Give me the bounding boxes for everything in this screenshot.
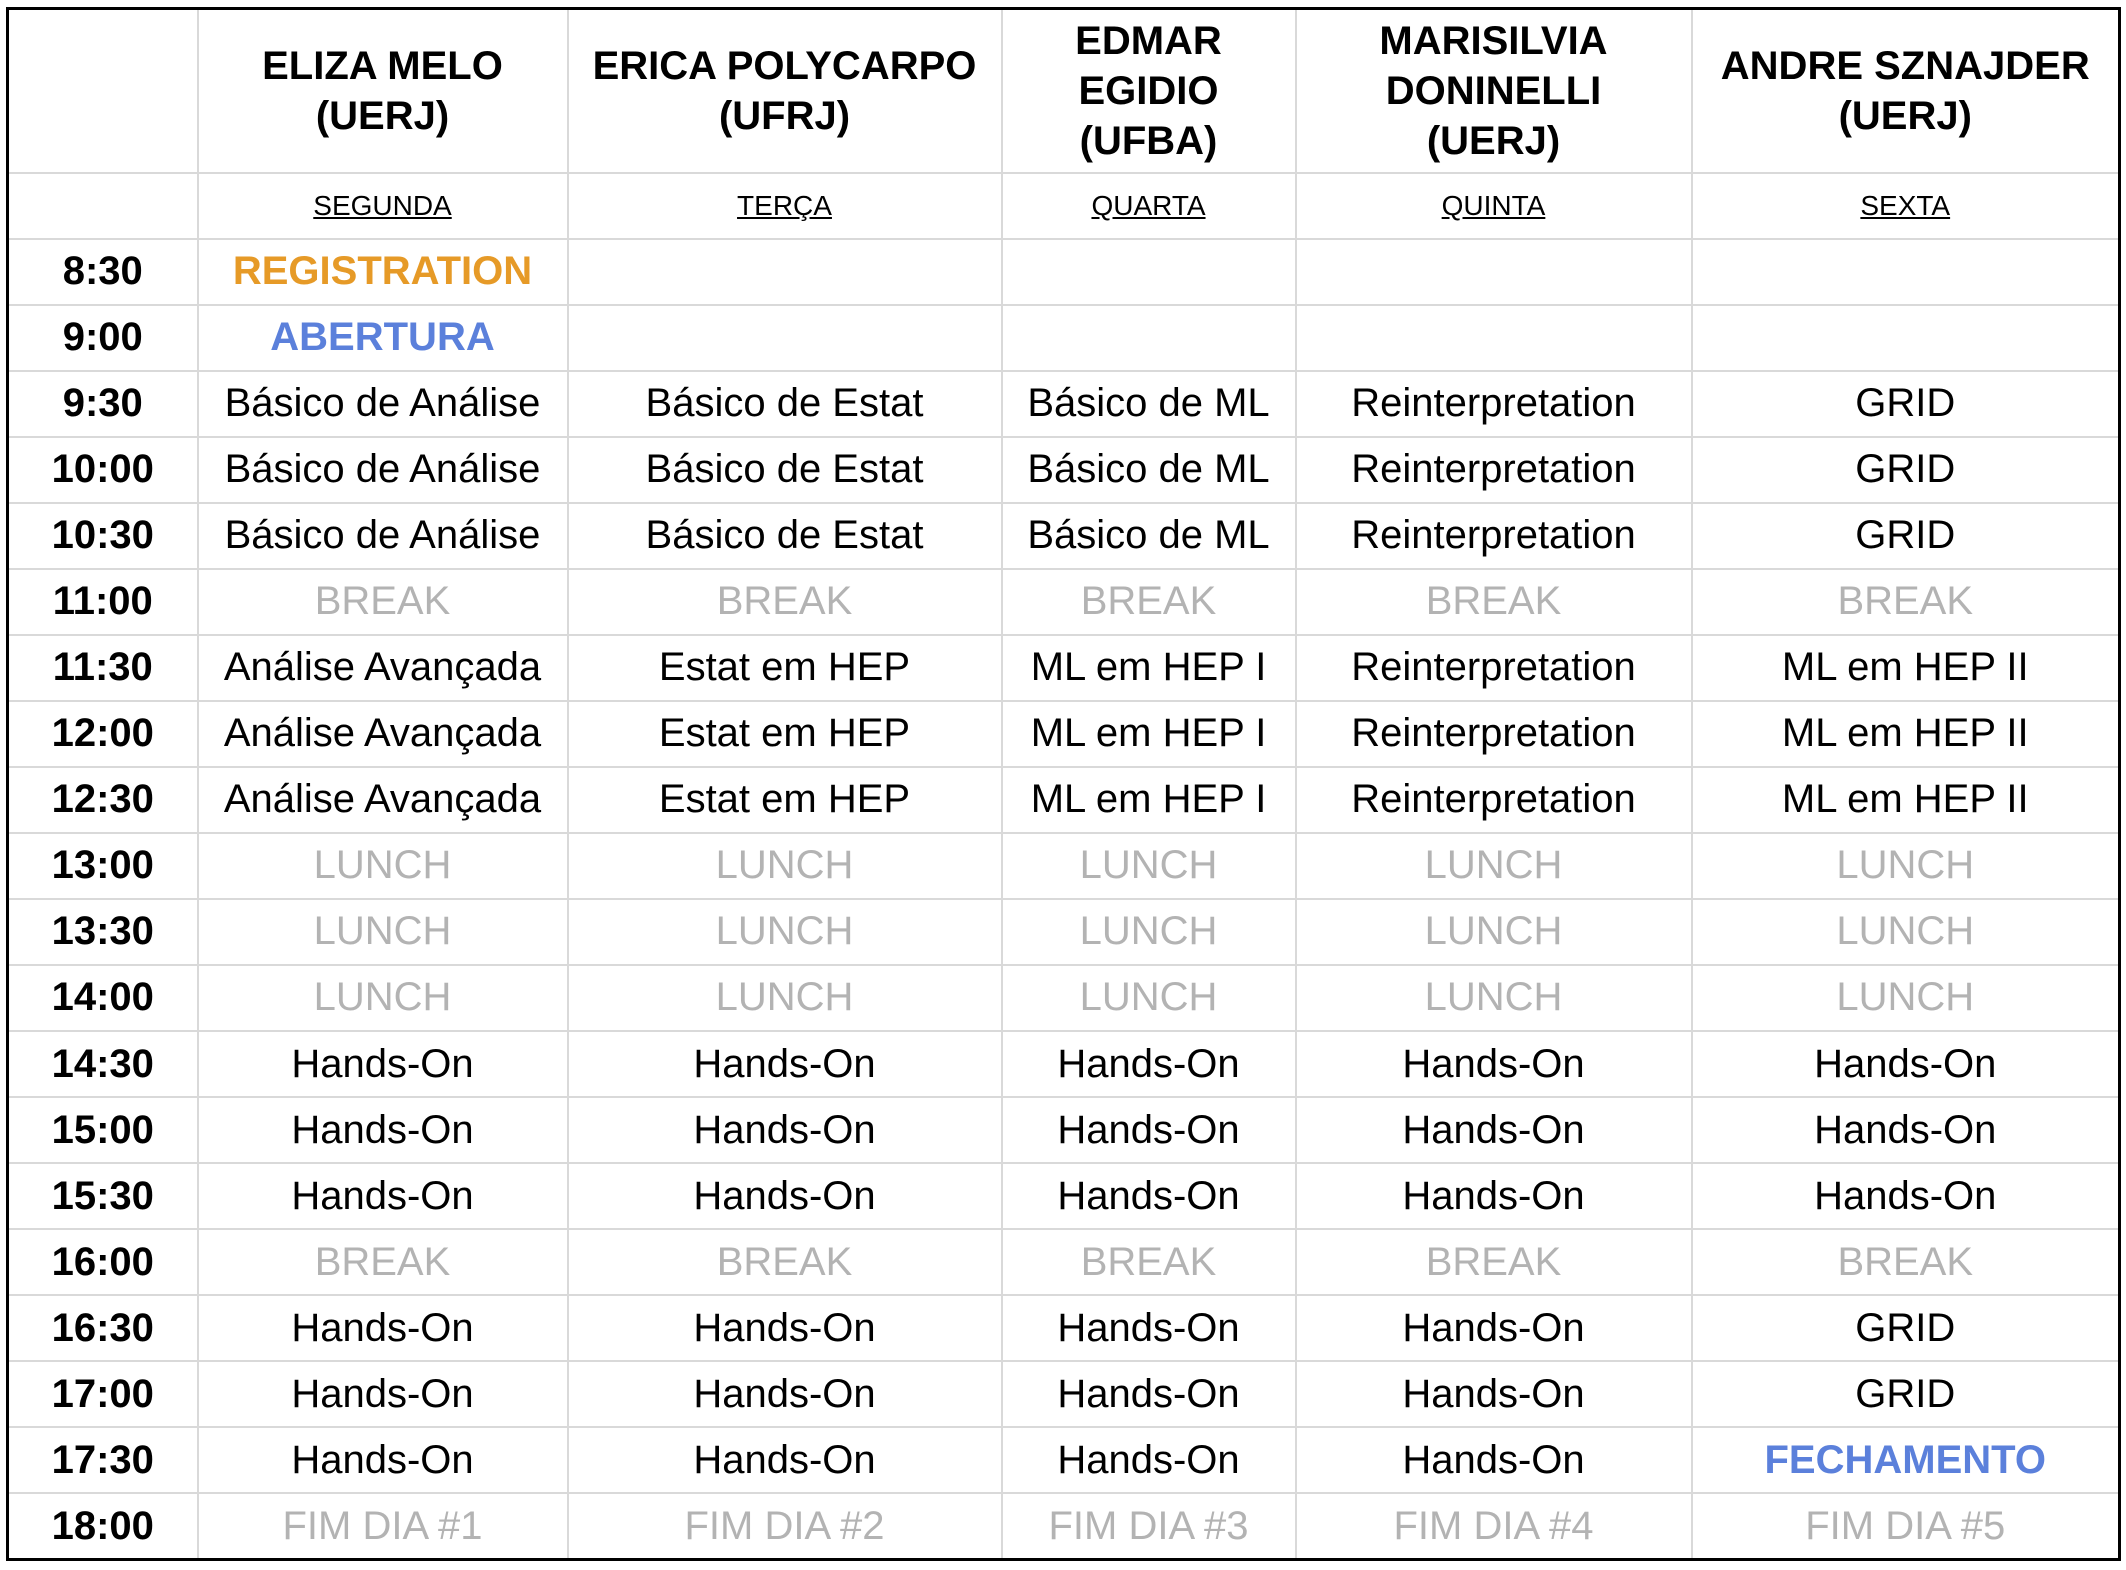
time-label: 12:30 [8, 767, 198, 833]
session-cell: Básico de Análise [198, 503, 568, 569]
session-cell: BREAK [568, 1229, 1002, 1295]
time-label: 10:00 [8, 437, 198, 503]
day-label: TERÇA [568, 173, 1002, 239]
time-slot-row [8, 899, 2120, 965]
session-cell: Estat em HEP [568, 635, 1002, 701]
day-corner-cell [8, 173, 198, 239]
session-cell: ML em HEP I [1002, 767, 1296, 833]
instructor-name-cell [198, 9, 568, 173]
session-cell: Hands-On [568, 1031, 1002, 1097]
time-slot-row [8, 1097, 2120, 1163]
time-label: 16:30 [8, 1295, 198, 1361]
session-cell: GRID [1692, 503, 2120, 569]
time-slot-row [8, 437, 2120, 503]
time-label: 17:00 [8, 1361, 198, 1427]
time-slot-row [8, 569, 2120, 635]
session-cell: Análise Avançada [198, 767, 568, 833]
instructor-affiliation: (UERJ) [1426, 118, 1561, 163]
session-cell: Hands-On [1296, 1031, 1692, 1097]
session-cell: Hands-On [198, 1295, 568, 1361]
session-cell: Hands-On [1296, 1097, 1692, 1163]
session-cell: ML em HEP I [1002, 701, 1296, 767]
corner-cell [8, 9, 198, 173]
session-cell: BREAK [198, 569, 568, 635]
time-label: 15:00 [8, 1097, 198, 1163]
time-slot-row [8, 701, 2120, 767]
instructor-name-cell [568, 9, 1002, 173]
session-cell: Hands-On [568, 1097, 1002, 1163]
time-slot-row [8, 1361, 2120, 1427]
time-label: 9:30 [8, 371, 198, 437]
session-cell: ML em HEP II [1692, 767, 2120, 833]
session-cell: Hands-On [1002, 1097, 1296, 1163]
time-label: 18:00 [8, 1493, 198, 1559]
session-cell: LUNCH [1002, 965, 1296, 1031]
time-label: 10:30 [8, 503, 198, 569]
time-label: 13:30 [8, 899, 198, 965]
session-cell: Hands-On [568, 1361, 1002, 1427]
instructor-name-line: ANDRE SZNAJDER [1720, 43, 2090, 88]
session-cell: BREAK [1002, 1229, 1296, 1295]
session-cell: FIM DIA #5 [1692, 1493, 2120, 1559]
day-label: QUINTA [1296, 173, 1692, 239]
instructor-name-cell [1692, 9, 2120, 173]
instructor-name-line: EDMAR [1075, 18, 1222, 63]
session-cell: LUNCH [1296, 965, 1692, 1031]
session-cell [568, 305, 1002, 371]
session-cell: Hands-On [1002, 1031, 1296, 1097]
session-cell: LUNCH [1296, 899, 1692, 965]
session-cell: Hands-On [568, 1427, 1002, 1493]
session-cell: Hands-On [1692, 1031, 2120, 1097]
time-label: 11:00 [8, 569, 198, 635]
session-cell: LUNCH [568, 833, 1002, 899]
session-cell: LUNCH [198, 899, 568, 965]
session-cell: Análise Avançada [198, 701, 568, 767]
time-slot-row [8, 305, 2120, 371]
instructor-name-line: EGIDIO [1078, 68, 1219, 113]
time-label: 14:30 [8, 1031, 198, 1097]
time-slot-row [8, 239, 2120, 305]
time-slot-row [8, 503, 2120, 569]
session-cell: GRID [1692, 1295, 2120, 1361]
session-cell: Hands-On [1296, 1361, 1692, 1427]
day-label: QUARTA [1002, 173, 1296, 239]
time-slot-row [8, 1295, 2120, 1361]
session-cell: LUNCH [1002, 899, 1296, 965]
session-cell: Básico de Estat [568, 503, 1002, 569]
session-cell: Hands-On [198, 1031, 568, 1097]
session-cell: LUNCH [568, 899, 1002, 965]
session-cell: LUNCH [1002, 833, 1296, 899]
time-slot-row [8, 1493, 2120, 1559]
session-cell: Reinterpretation [1296, 503, 1692, 569]
session-cell: ML em HEP II [1692, 701, 2120, 767]
instructor-name-line: DONINELLI [1385, 68, 1602, 113]
session-cell: FIM DIA #3 [1002, 1493, 1296, 1559]
time-label: 16:00 [8, 1229, 198, 1295]
session-cell: Básico de Estat [568, 437, 1002, 503]
session-cell: Hands-On [1002, 1427, 1296, 1493]
session-cell: Hands-On [1692, 1097, 2120, 1163]
session-cell: Reinterpretation [1296, 437, 1692, 503]
session-cell: GRID [1692, 437, 2120, 503]
session-cell: Básico de Estat [568, 371, 1002, 437]
session-cell: LUNCH [1692, 899, 2120, 965]
session-cell: Reinterpretation [1296, 701, 1692, 767]
session-cell [1692, 305, 2120, 371]
session-cell: Estat em HEP [568, 767, 1002, 833]
session-cell: BREAK [1002, 569, 1296, 635]
session-cell: Hands-On [198, 1163, 568, 1229]
session-cell: Hands-On [1296, 1295, 1692, 1361]
session-cell: Hands-On [568, 1295, 1002, 1361]
session-cell: FECHAMENTO [1692, 1427, 2120, 1493]
instructor-name-line: MARISILVIA [1379, 18, 1608, 63]
time-label: 11:30 [8, 635, 198, 701]
session-cell: Básico de Análise [198, 371, 568, 437]
session-cell: Análise Avançada [198, 635, 568, 701]
session-cell: Estat em HEP [568, 701, 1002, 767]
time-slot-row [8, 1031, 2120, 1097]
session-cell: FIM DIA #2 [568, 1493, 1002, 1559]
instructor-name-line: ERICA POLYCARPO [592, 43, 977, 88]
day-label: SEGUNDA [198, 173, 568, 239]
instructor-name-cell [1002, 9, 1296, 173]
session-cell: LUNCH [1692, 833, 2120, 899]
session-cell: Básico de ML [1002, 437, 1296, 503]
time-slot-row [8, 1427, 2120, 1493]
session-cell [568, 239, 1002, 305]
session-cell [1296, 239, 1692, 305]
session-cell: BREAK [1692, 1229, 2120, 1295]
time-slot-row [8, 767, 2120, 833]
time-label: 8:30 [8, 239, 198, 305]
session-cell [1002, 239, 1296, 305]
session-cell: ABERTURA [198, 305, 568, 371]
session-cell: GRID [1692, 371, 2120, 437]
session-cell: ML em HEP II [1692, 635, 2120, 701]
session-cell: BREAK [568, 569, 1002, 635]
instructor-header-row [8, 9, 2120, 173]
time-label: 15:30 [8, 1163, 198, 1229]
time-slot-row [8, 1229, 2120, 1295]
time-label: 12:00 [8, 701, 198, 767]
session-cell: FIM DIA #1 [198, 1493, 568, 1559]
time-slot-row [8, 965, 2120, 1031]
time-label: 14:00 [8, 965, 198, 1031]
instructor-affiliation: (UFBA) [1079, 118, 1218, 163]
session-cell [1296, 305, 1692, 371]
session-cell: LUNCH [1296, 833, 1692, 899]
instructor-affiliation: (UERJ) [315, 93, 450, 138]
session-cell: BREAK [1296, 1229, 1692, 1295]
instructor-affiliation: (UERJ) [1838, 93, 1972, 138]
instructor-affiliation: (UFRJ) [718, 93, 851, 138]
session-cell: Hands-On [1002, 1163, 1296, 1229]
session-cell: BREAK [198, 1229, 568, 1295]
session-cell: Hands-On [1002, 1361, 1296, 1427]
session-cell: Básico de ML [1002, 503, 1296, 569]
session-cell: Básico de Análise [198, 437, 568, 503]
time-label: 9:00 [8, 305, 198, 371]
session-cell: LUNCH [1692, 965, 2120, 1031]
session-cell: LUNCH [198, 965, 568, 1031]
session-cell: Hands-On [568, 1163, 1002, 1229]
time-slot-row [8, 1163, 2120, 1229]
session-cell: Hands-On [198, 1097, 568, 1163]
session-cell: Hands-On [1296, 1427, 1692, 1493]
day-header-row [8, 173, 2120, 239]
day-label: SEXTA [1692, 173, 2120, 239]
session-cell: BREAK [1692, 569, 2120, 635]
session-cell: Hands-On [198, 1361, 568, 1427]
session-cell: FIM DIA #4 [1296, 1493, 1692, 1559]
session-cell: Reinterpretation [1296, 767, 1692, 833]
session-cell: REGISTRATION [198, 239, 568, 305]
session-cell: Hands-On [1002, 1295, 1296, 1361]
instructor-name-line: ELIZA MELO [262, 43, 503, 88]
session-cell [1692, 239, 2120, 305]
instructor-name-cell [1296, 9, 1692, 173]
session-cell: GRID [1692, 1361, 2120, 1427]
session-cell: Reinterpretation [1296, 635, 1692, 701]
session-cell: Reinterpretation [1296, 371, 1692, 437]
session-cell [1002, 305, 1296, 371]
time-label: 17:30 [8, 1427, 198, 1493]
session-cell: ML em HEP I [1002, 635, 1296, 701]
time-slot-row [8, 833, 2120, 899]
time-label: 13:00 [8, 833, 198, 899]
session-cell: BREAK [1296, 569, 1692, 635]
time-slot-row [8, 635, 2120, 701]
schedule-table [6, 7, 2121, 1561]
session-cell: Hands-On [1296, 1163, 1692, 1229]
session-cell: LUNCH [568, 965, 1002, 1031]
session-cell: Hands-On [198, 1427, 568, 1493]
schedule-body [8, 9, 2120, 1560]
time-slot-row [8, 371, 2120, 437]
session-cell: Hands-On [1692, 1163, 2120, 1229]
session-cell: LUNCH [198, 833, 568, 899]
session-cell: Básico de ML [1002, 371, 1296, 437]
